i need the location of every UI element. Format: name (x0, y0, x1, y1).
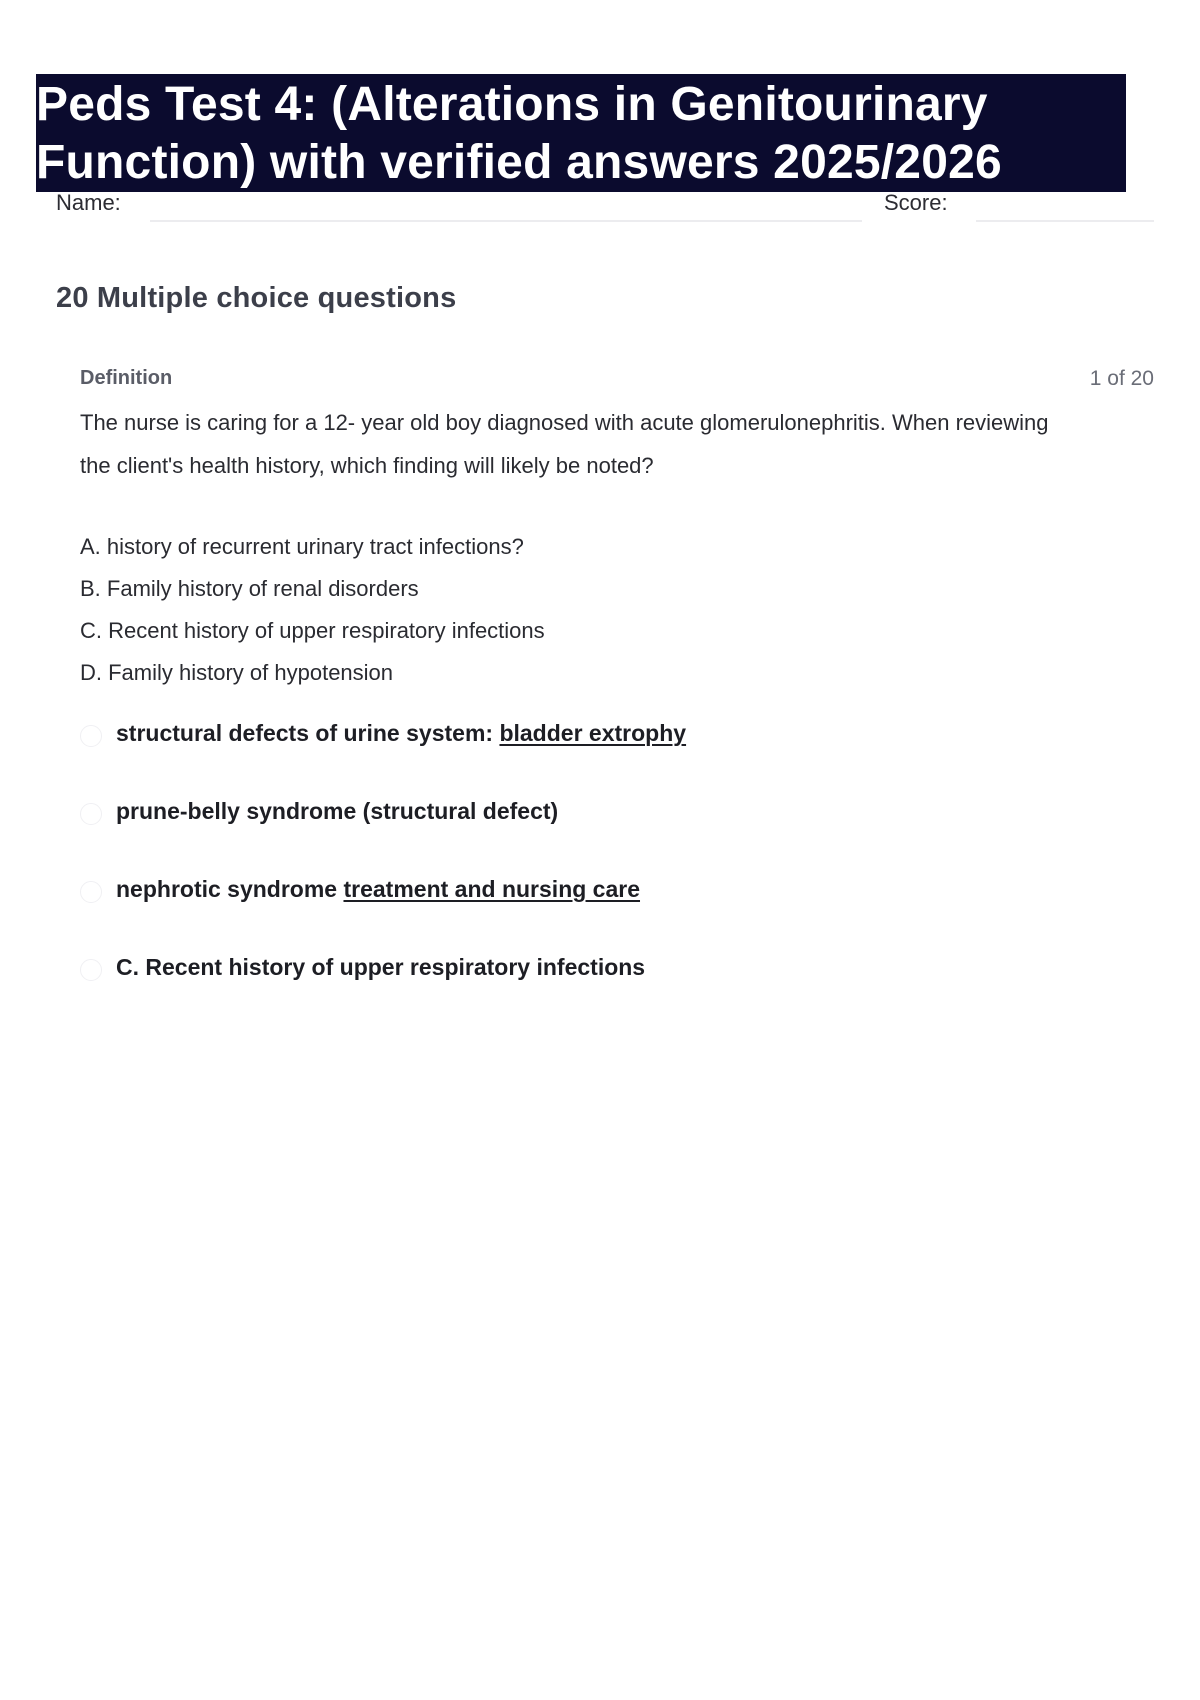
radio-button[interactable] (80, 881, 102, 903)
title-banner (36, 74, 1126, 192)
answer-choice-3[interactable] (80, 876, 686, 954)
answer-text: C. Recent history of upper respiratory infections (116, 954, 646, 980)
option-c: C. Recent history of upper respiratory infections (80, 618, 545, 643)
answer-choice-1[interactable] (80, 720, 686, 798)
score-field-line[interactable] (976, 220, 1154, 222)
answer-choices (80, 720, 686, 1032)
answer-link[interactable]: bladder extrophy (499, 720, 687, 746)
question-type-label: Definition (80, 367, 173, 389)
question-text: The nurse is caring for a 12- year old boy diagnosed with acute glomerulonephritis. When reviewing the client's health history, which finding will likely be noted? (80, 410, 1049, 478)
document-title: Peds Test 4: (Alterations in Genitourinary Function) with verified answers 2025/2026 (36, 78, 1002, 189)
radio-button[interactable] (80, 725, 102, 747)
answer-choice-4[interactable] (80, 954, 686, 1032)
question-options (80, 526, 545, 694)
name-field-line[interactable] (150, 220, 862, 222)
section-heading: 20 Multiple choice questions (56, 282, 457, 314)
name-label: Name: (56, 190, 121, 215)
score-label: Score: (884, 190, 948, 215)
option-a: A. history of recurrent urinary tract infections? (80, 534, 524, 559)
answer-text: prune-belly syndrome (structural defect) (116, 798, 559, 824)
answer-text: structural defects of urine system: bladder extrophy (116, 720, 687, 746)
option-d: D. Family history of hypotension (80, 660, 394, 685)
question-counter: 1 of 20 (1089, 367, 1154, 390)
option-b: B. Family history of renal disorders (80, 576, 419, 601)
answer-choice-2[interactable] (80, 798, 686, 876)
answer-link[interactable]: treatment and nursing care (343, 876, 641, 902)
answer-text: nephrotic syndrome treatment and nursing care (116, 876, 641, 902)
radio-button[interactable] (80, 803, 102, 825)
radio-button[interactable] (80, 959, 102, 981)
